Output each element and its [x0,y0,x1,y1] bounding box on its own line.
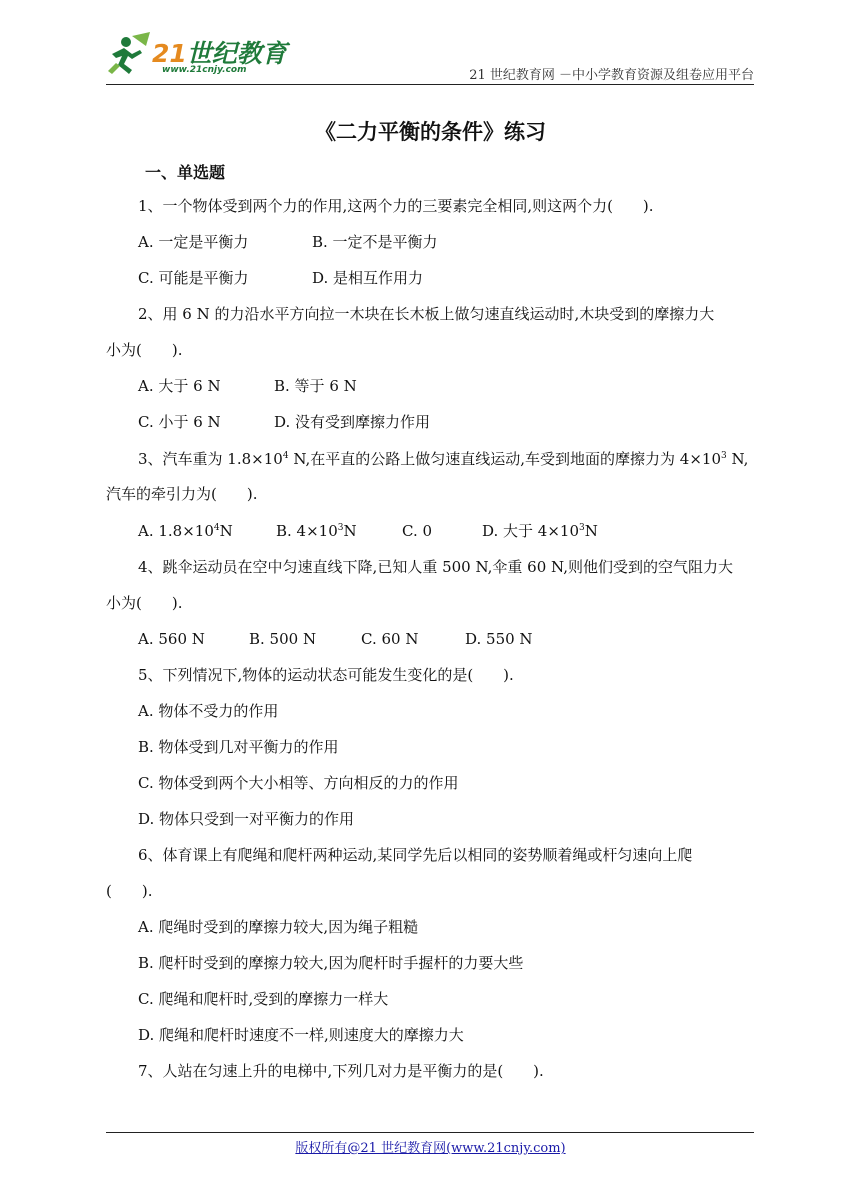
question-6-stem: 6、体育课上有爬绳和爬杆两种运动,某同学先后以相同的姿势顺着绳或杆匀速向上爬 [138,846,693,864]
option-b: B. 一定不是平衡力 [312,233,438,251]
option-c: C. 60 N [361,630,419,648]
question-4-stem-cont: 小为( ). [106,594,183,612]
footer-copyright-link[interactable]: 版权所有@21 世纪教育网(www.21cnjy.com) [295,1141,566,1156]
question-2-options-row-2 [138,412,430,432]
question-2-stem: 2、用 6 N 的力沿水平方向拉一木块在长木板上做匀速直线运动时,木块受到的摩擦力大 [138,305,715,323]
option-d: D. 是相互作用力 [312,269,424,287]
question-3-options [138,521,598,541]
question-2-options-row-1 [138,376,357,396]
site-logo [106,30,286,82]
option-b: B. 等于 6 N [274,377,357,395]
option-c: C. 物体受到两个大小相等、方向相反的力的作用 [138,774,459,792]
question-1-options-row-2 [138,268,423,288]
option-b: B. $4\times 10^3N$ [276,522,357,540]
option-d: D. 没有受到摩擦力作用 [274,413,431,431]
option-d: D. 物体只受到一对平衡力的作用 [138,810,355,828]
question-1-stem: 1、一个物体受到两个力的作用,这两个力的三要素完全相同,则这两个力( ). [138,197,654,215]
option-b: B. 500 N [249,630,317,648]
header-divider [106,84,754,85]
question-7-stem: 7、人站在匀速上升的电梯中,下列几对力是平衡力的是( ). [138,1062,544,1080]
option-b: B. 爬杆时受到的摩擦力较大,因为爬杆时手握杆的力要大些 [138,954,524,972]
question-1-options-row-1 [138,232,438,252]
option-d: D. 爬绳和爬杆时速度不一样,则速度大的摩擦力大 [138,1026,464,1044]
option-a: A. 爬绳时受到的摩擦力较大,因为绳子粗糙 [138,918,419,936]
question-2-stem-cont: 小为( ). [106,341,183,359]
page-header [106,30,754,82]
option-d: D. 大于 $4\times 10^3N$ [482,522,598,540]
option-a: A. 物体不受力的作用 [138,702,279,720]
question-5-stem: 5、下列情况下,物体的运动状态可能发生变化的是( ). [138,666,514,684]
logo-wordmark: 21世纪教育 [152,39,287,68]
runner-logo-icon [106,32,154,78]
option-c: C. 可能是平衡力 [138,269,249,287]
footer-divider [106,1132,754,1133]
option-a: A. 一定是平衡力 [138,233,249,251]
logo-url: www.21cnjy.com [162,65,247,75]
option-d: D. 550 N [465,630,533,648]
question-3-stem-cont: 汽车的牵引力为( ). [106,485,258,503]
option-c: C. 0 [402,522,433,540]
option-c: C. 小于 6 N [138,413,221,431]
site-title: 21 世纪教育网 －中小学教育资源及组卷应用平台 [469,68,754,83]
question-6-stem-cont: ( ). [106,882,153,900]
question-4-options [138,629,533,649]
question-4-stem: 4、跳伞运动员在空中匀速直线下降,已知人重 500 N,伞重 60 N,则他们受到的空气阻力大 [138,558,733,576]
option-a: A. 560 N [138,630,205,648]
document-title: 《二力平衡的条件》练习 [315,119,546,144]
option-a: A. 大于 6 N [138,377,221,395]
option-c: C. 爬绳和爬杆时,受到的摩擦力一样大 [138,990,389,1008]
option-a: A. $1.8\times 10^4N$ [138,522,233,540]
section-heading: 一、单选题 [145,163,226,182]
question-3-stem: 3、汽车重为 $1.8\times 10^4$ N,在平直的公路上做匀速直线运动,车受到地面的摩擦力为 $4\times 10^3$ N, [138,450,749,468]
option-b: B. 物体受到几对平衡力的作用 [138,738,339,756]
